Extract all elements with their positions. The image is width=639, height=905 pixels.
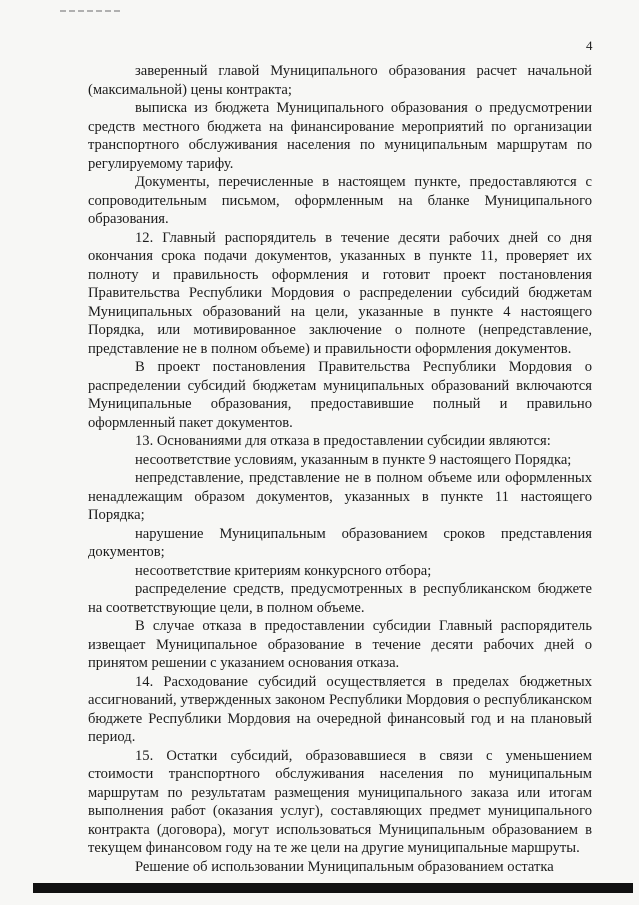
document-body	[88, 62, 592, 876]
paragraph: 13. Основаниями для отказа в предоставлении субсидии являются:	[135, 433, 551, 449]
paragraph: Документы, перечисленные в настоящем пункте, предоставляются с сопроводительным письмом, оформленным на бланке Муниципального образования.	[88, 174, 592, 227]
paragraph: В случае отказа в предоставлении субсидии Главный распорядитель извещает Муниципальное образование в течение десяти рабочих дней о принятом решении с указанием основания отказа.	[88, 618, 592, 671]
page-number: 4	[586, 38, 593, 53]
paragraph: нарушение Муниципальным образованием сроков представления документов;	[88, 525, 592, 560]
paragraph: 12. Главный распорядитель в течение десяти рабочих дней со дня окончания срока подачи документов, указанных в пункте 11, проверяет их полноту и правильность оформления и готовит проект постановления Правительства Республики Мордовия о распределении субсидий бюджетам Муниципальных образований на цели, указанные в пункте 4 настоящего Порядка, или мотивированное заключение о полноте (непредставление, представление не в полном объеме) и правильности оформления документов.	[88, 229, 592, 357]
paragraph: 14. Расходование субсидий осуществляется в пределах бюджетных ассигнований, утвержденных законом Республики Мордовия о республиканском бюджете Республики Мордовия на очередной финансовый год и на плановый период.	[88, 673, 592, 745]
paragraph: Решение об использовании Муниципальным образованием остатка	[135, 858, 554, 875]
paragraph: В проект постановления Правительства Республики Мордовия о распределении субсидий бюджетам муниципальных образований включаются Муниципальные образования, предоставившие полный и правильно оформленный пакет документов.	[88, 359, 592, 431]
paragraph: заверенный главой Муниципального образования расчет начальной (максимальной) цены контракта;	[88, 63, 592, 98]
scan-edge-bar	[33, 883, 633, 893]
paragraph: несоответствие критериям конкурсного отбора;	[135, 562, 432, 579]
paragraph: распределение средств, предусмотренных в республиканском бюджете на соответствующие цели, в полном объеме.	[88, 581, 592, 616]
scan-artifact	[60, 10, 120, 12]
paragraph: выписка из бюджета Муниципального образования о предусмотрении средств местного бюджета на финансирование мероприятий по организации транспортного обслуживания населения по муниципальным маршрутам по регулируемому тарифу.	[88, 100, 592, 172]
paragraph: 15. Остатки субсидий, образовавшиеся в связи с уменьшением стоимости транспортного обслуживания населения по муниципальным маршрутам по результатам размещения муниципального заказа или итогам выполнения работ (оказания услуг), составляющих предмет муниципального контракта (договора), могут использоваться Муниципальным образованием в текущем финансовом году на те же цели на другие муниципальные маршруты.	[88, 747, 592, 856]
paragraph: непредставление, представление не в полном объеме или оформленных ненадлежащим образом документов, указанных в пункте 11 настоящего Порядка;	[88, 470, 592, 523]
paragraph: несоответствие условиям, указанным в пункте 9 настоящего Порядка;	[135, 451, 572, 468]
